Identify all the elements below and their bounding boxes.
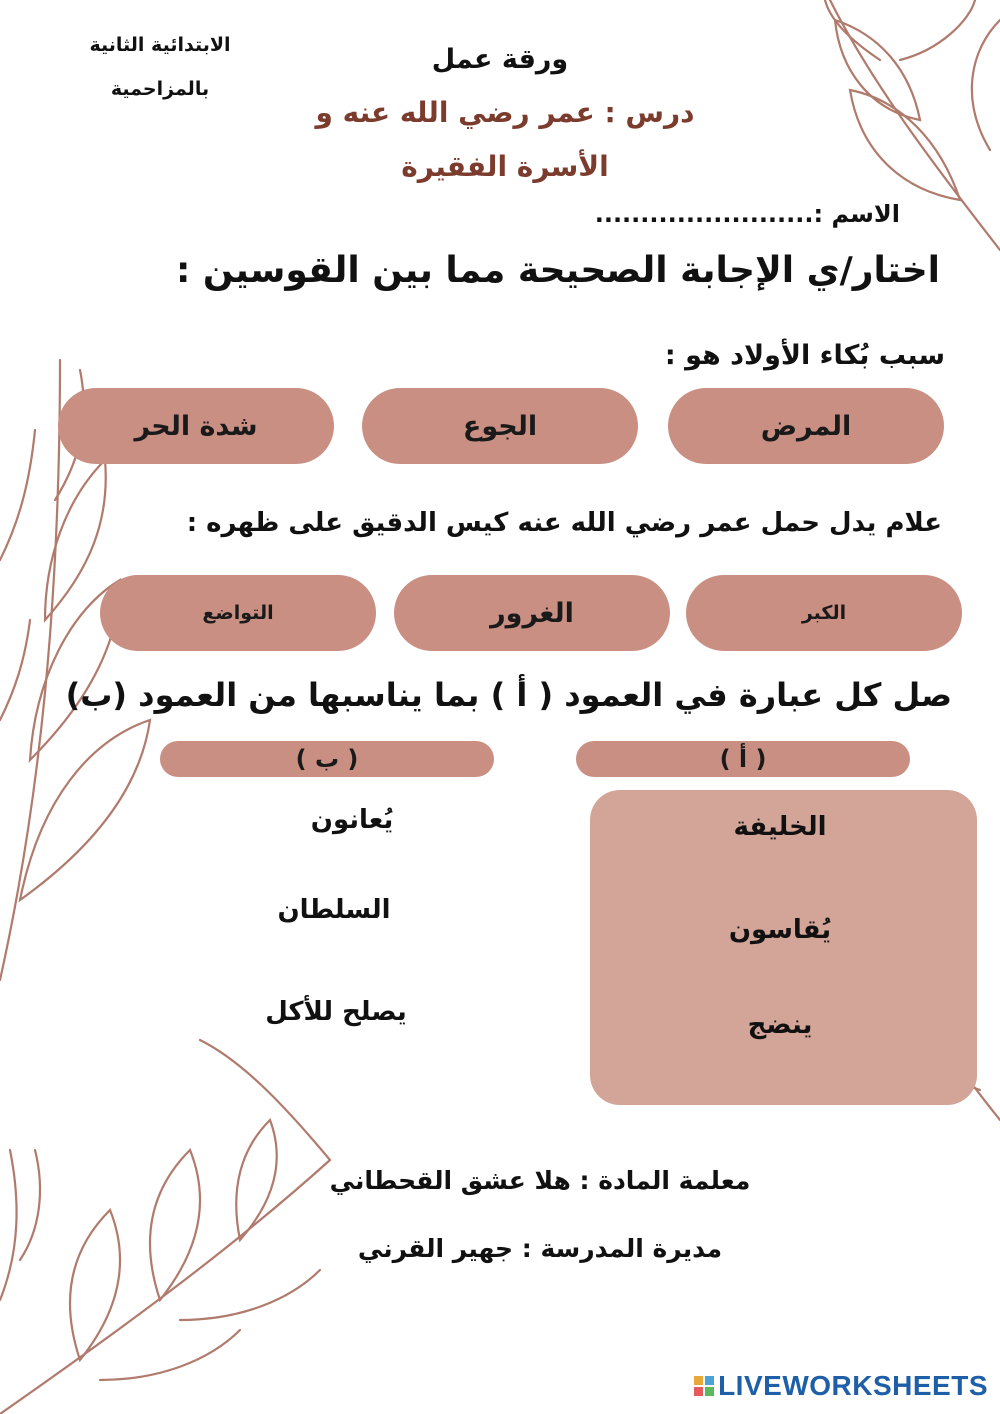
column-a-item[interactable]: ينضج	[747, 1010, 813, 1040]
lesson-title-line1: درس : عمر رضي الله عنه و	[315, 96, 695, 129]
question-2-option-3[interactable]: التواضع	[100, 575, 376, 651]
principal-name: مديرة المدرسة : جهير القرني	[357, 1234, 723, 1263]
question-1-prompt: سبب بُكاء الأولاد هو :	[664, 340, 945, 371]
column-a-item[interactable]: يُقاسون	[728, 915, 832, 945]
teacher-name: معلمة المادة : هلا عشق القحطاني	[329, 1166, 751, 1195]
column-a-header: ( أ )	[576, 741, 910, 777]
question-1-option-1[interactable]: المرض	[668, 388, 944, 464]
question-1-option-2[interactable]: الجوع	[362, 388, 638, 464]
school-name-line2: بالمزاحمية	[110, 78, 210, 100]
logo-text: LIVEWORKSHEETS	[718, 1370, 988, 1401]
matching-prompt: صل كل عبارة في العمود ( أ ) بما يناسبها من العمود (ب)	[65, 676, 952, 714]
logo-icon	[694, 1376, 714, 1396]
column-a-item[interactable]: الخليفة	[733, 812, 827, 842]
liveworksheets-logo	[694, 1370, 988, 1402]
page-title: ورقة عمل	[431, 44, 569, 75]
instruction-heading: اختار/ي الإجابة الصحيحة مما بين القوسين :	[175, 250, 940, 291]
lesson-title-line2: الأسرة الفقيرة	[401, 150, 609, 183]
question-2-option-2[interactable]: الغرور	[394, 575, 670, 651]
school-name-line1: الابتدائية الثانية	[89, 34, 231, 56]
question-1-option-3[interactable]: شدة الحر	[58, 388, 334, 464]
column-b-item[interactable]: يصلح للأكل	[265, 997, 407, 1027]
column-b-item[interactable]: يُعانون	[310, 805, 394, 835]
column-b-item[interactable]: السلطان	[277, 895, 391, 925]
question-2-option-1[interactable]: الكبر	[686, 575, 962, 651]
column-b-header: ( ب )	[160, 741, 494, 777]
question-2-prompt: علام يدل حمل عمر رضي الله عنه كيس الدقيق على ظهره :	[186, 508, 942, 538]
student-name-field[interactable]: الاسم :........................	[594, 200, 900, 228]
